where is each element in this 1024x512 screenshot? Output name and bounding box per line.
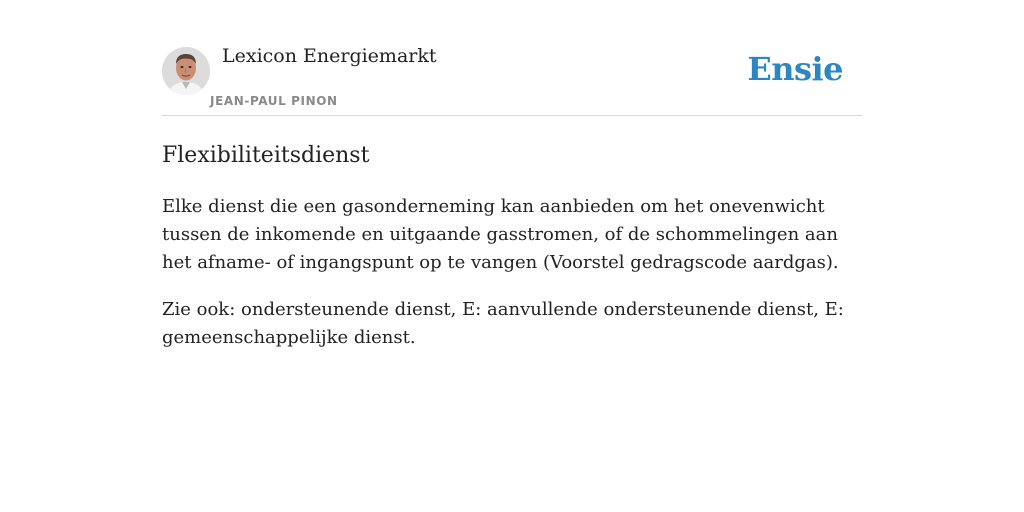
see-also-separator: , xyxy=(450,299,463,320)
see-also-prefix: Zie ook: xyxy=(162,299,242,320)
author-avatar[interactable] xyxy=(162,47,210,95)
see-also-link[interactable]: E: gemeenschappelijke dienst xyxy=(162,299,844,348)
see-also xyxy=(162,296,862,352)
lexicon-card xyxy=(162,0,862,352)
term-title: Flexibiliteitsdienst xyxy=(162,143,370,168)
see-also-link[interactable]: ondersteunende dienst xyxy=(241,299,451,320)
ensie-logo[interactable]: Ensie xyxy=(747,50,843,88)
author-photo-icon xyxy=(162,47,210,95)
card-header xyxy=(162,0,862,116)
lexicon-title[interactable]: Lexicon Energiemarkt xyxy=(222,45,437,67)
term-definition: Elke dienst die een gasonderneming kan aanbieden om het onevenwicht tussen de inkomende en uitgaande gasstromen, of de schommelingen aan het afname- of ingangspunt op te vangen (Voorstel gedragscode aardgas). xyxy=(162,196,839,273)
see-also-suffix: . xyxy=(409,327,416,348)
see-also-separator: , xyxy=(813,299,825,320)
author-name[interactable]: JEAN-PAUL PINON xyxy=(210,94,338,108)
see-also-link[interactable]: E: aanvullende ondersteunende dienst xyxy=(462,299,814,320)
